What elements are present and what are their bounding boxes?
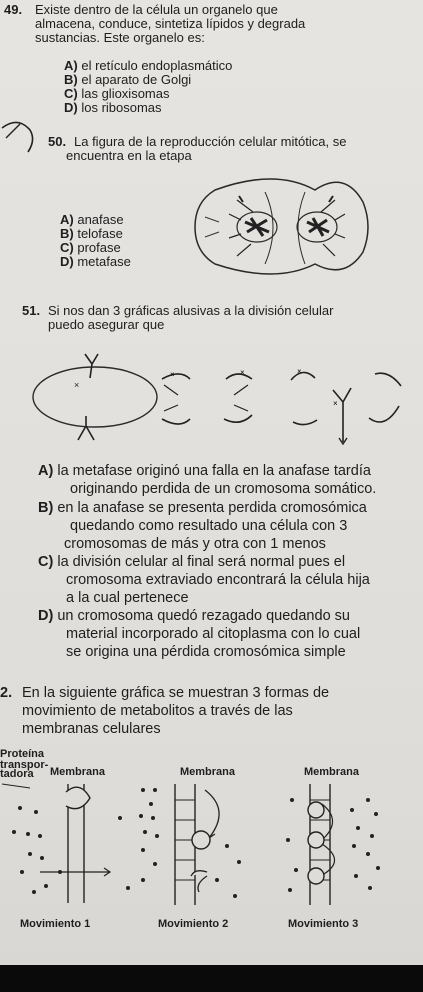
q51-option-c[interactable]: C) la división celular al final será normal pues el: [38, 554, 346, 570]
svg-text:×: ×: [297, 367, 302, 376]
svg-text:×: ×: [333, 399, 338, 408]
q50-line2: encuentra en la etapa: [66, 148, 192, 163]
mitosis-cell-figure: [195, 172, 375, 282]
q51-option-a-line2: originando perdida de un cromosoma somático.: [70, 481, 377, 497]
q51-option-d-line2: material incorporado al citoplasma con lo cual: [66, 626, 361, 642]
q50-option-a[interactable]: A) anafase: [60, 212, 124, 227]
svg-text:×: ×: [240, 368, 245, 377]
q50-option-d[interactable]: D) metafase: [60, 254, 131, 269]
bottom-shadow: [0, 965, 423, 992]
q49-option-b[interactable]: B) el aparato de Golgi: [64, 72, 192, 87]
q51-option-c-line2: cromosoma extraviado encontrará la célula hija: [66, 572, 370, 588]
q51-option-b-line3: cromosomas de más y otra con 1 menos: [64, 536, 326, 552]
protein-label-line3: tadora: [0, 768, 34, 780]
q52-line2: movimiento de metabolitos a través de las: [22, 703, 293, 719]
q49-line2: almacena, conduce, sintetiza lípidos y degrada: [35, 16, 306, 31]
q51-option-c-line3: a la cual pertenece: [66, 590, 189, 606]
q52-line3: membranas celulares: [22, 721, 161, 737]
movement-3-diagram: [282, 780, 412, 910]
division-graphic-3: [285, 360, 405, 450]
q49-option-c[interactable]: C) las glioxisomas: [64, 86, 170, 101]
q51-option-b[interactable]: B) en la anafase se presenta perdida cromosómica: [38, 500, 367, 516]
q50-line1: La figura de la reproducción celular mitótica, se: [74, 134, 347, 149]
membrane-label-3: Membrana: [304, 766, 360, 778]
q51-option-b-line2: quedando como resultado una célula con 3: [70, 518, 348, 534]
division-graphic-2: [160, 365, 260, 435]
q49-option-d[interactable]: D) los ribosomas: [64, 100, 162, 115]
q49-line1: Existe dentro de la célula un organelo que: [35, 2, 278, 17]
q51-option-d-line3: se origina una pérdida cromosómica simple: [66, 644, 346, 660]
q51-number: 51.: [22, 303, 41, 318]
q51-line2: puedo asegurar que: [48, 317, 165, 332]
movement-label-1: Movimiento 1: [20, 918, 91, 930]
svg-text:×: ×: [74, 380, 80, 390]
q50-number: 50.: [48, 134, 67, 149]
q51-option-d[interactable]: D) un cromosoma quedó rezagado quedando su: [38, 608, 350, 624]
protein-label-line1: Proteína: [0, 748, 45, 760]
movement-2-diagram: [135, 780, 255, 910]
movement-1-diagram: [0, 778, 150, 908]
division-graphic-1: [30, 352, 160, 442]
movement-label-3: Movimiento 3: [288, 918, 359, 930]
protein-label-line2: transpor-: [0, 759, 49, 771]
q49-number: 49.: [4, 2, 23, 17]
svg-text:×: ×: [170, 370, 175, 379]
q51-option-a[interactable]: A) la metafase originó una falla en la anafase tardía: [38, 463, 371, 479]
q50-option-c[interactable]: C) profase: [60, 240, 121, 255]
movement-label-2: Movimiento 2: [158, 918, 229, 930]
q49-line3: sustancias. Este organelo es:: [35, 30, 205, 45]
q52-line1: En la siguiente gráfica se muestran 3 formas de: [22, 685, 330, 701]
q49-option-a[interactable]: A) el retículo endoplasmático: [64, 58, 233, 73]
membrane-label-2: Membrana: [180, 766, 236, 778]
q50-option-b[interactable]: B) telofase: [60, 226, 123, 241]
q51-line1: Si nos dan 3 gráficas alusivas a la división celular: [48, 303, 334, 318]
q52-number: 2.: [0, 685, 13, 701]
membrane-label-1: Membrana: [50, 766, 106, 778]
